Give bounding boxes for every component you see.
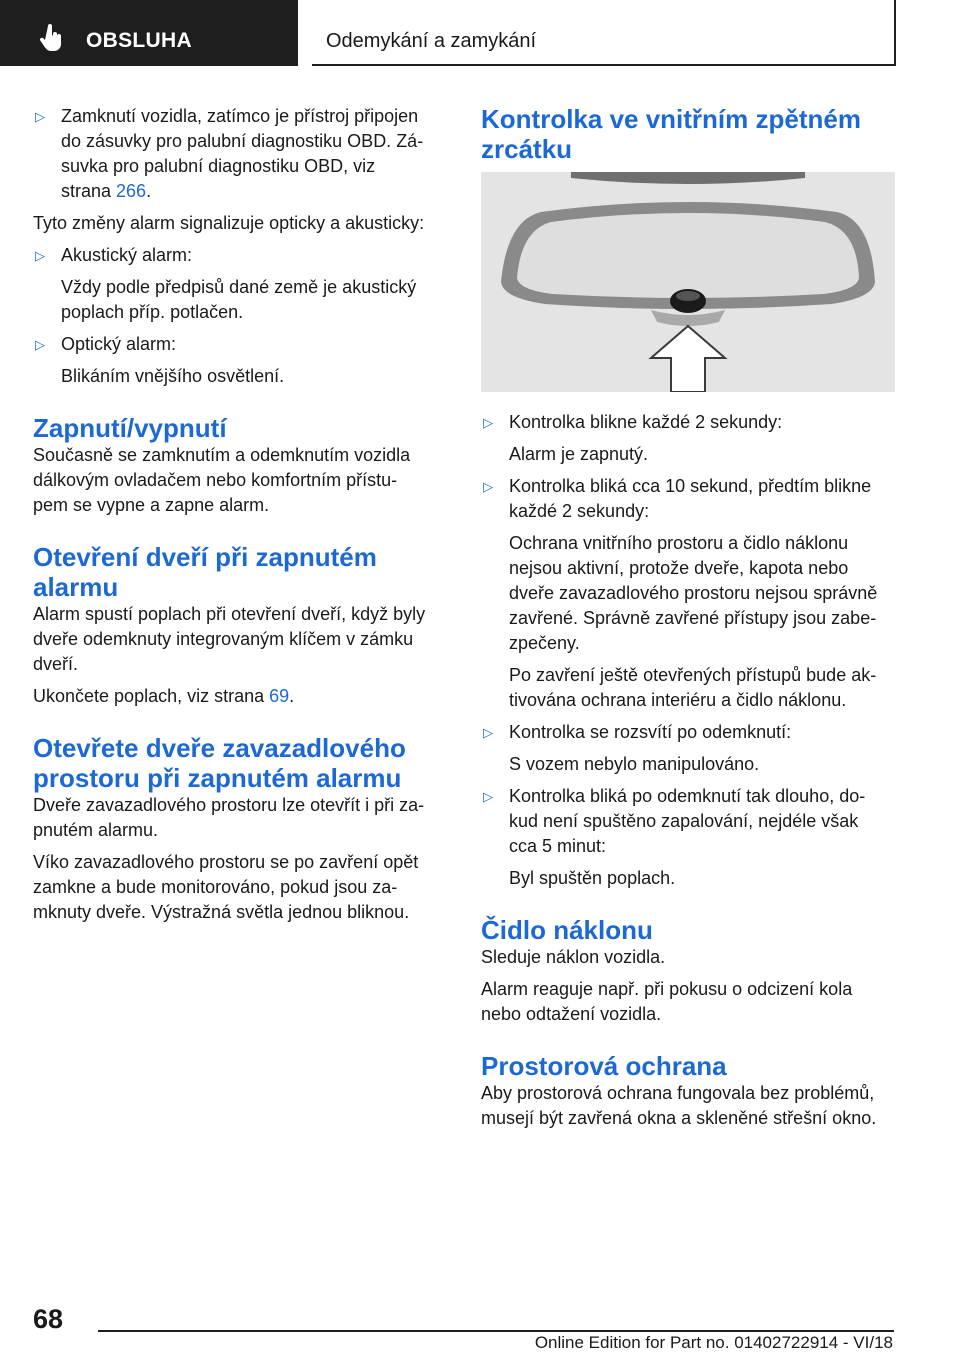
- list-item: ▷ Kontrolka se rozsvítí po odemknutí:: [481, 720, 895, 745]
- list-item: ▷ Zamknutí vozidla, zatímco je přístroj připojen do zásuvky pro palubní diagnostiku OBD. Zá‐ suvka pro palubní diagnostiku OBD, viz strana 266.: [35, 106, 424, 201]
- triangle-bullet-icon: ▷: [483, 725, 493, 740]
- heading-prostorova-ochrana: Prostorová ochrana: [481, 1051, 727, 1081]
- chapter-title: Odemykání a zamykání: [326, 30, 537, 52]
- list-item: ▷ Kontrolka bliká po odemknutí tak dlouho, do‐ kud není spuštěno zapalování, nejdéle však cca 5 minut:: [483, 786, 866, 856]
- triangle-bullet-icon: ▷: [35, 337, 45, 352]
- list-item-detail: Po zavření ještě otevřených přístupů bude ak‐ tivována ochrana interiéru a čidlo náklonu.: [509, 665, 877, 710]
- page-link-266[interactable]: 266: [116, 181, 147, 201]
- list-item: ▷ Optický alarm:: [33, 332, 445, 357]
- section-label: OBSLUHA: [86, 29, 192, 52]
- footer-rule: [98, 1330, 894, 1332]
- header-title-box: [312, 0, 896, 66]
- triangle-bullet-icon: ▷: [35, 248, 45, 263]
- heading-kontrolka: Kontrolka ve vnitřním zpětném zrcátku: [481, 104, 861, 164]
- triangle-bullet-icon: ▷: [483, 789, 493, 804]
- list-item-detail: Alarm je zapnutý.: [509, 444, 649, 464]
- page-number: 68: [33, 1304, 64, 1334]
- list-item-detail: Byl spuštěn poplach.: [509, 868, 676, 888]
- right-column: [481, 104, 895, 1138]
- header-section-tab: [0, 0, 298, 66]
- heading-otevrete-dvere: Otevřete dveře zavazadlového prostoru při zapnutém alarmu: [33, 733, 406, 793]
- paragraph: Ukončete poplach, viz strana 69.: [33, 686, 295, 706]
- list-item-detail: S vozem nebylo manipulováno.: [509, 754, 760, 774]
- paragraph: Dveře zavazadlového prostoru lze otevřít i při za‐ pnutém alarmu.: [33, 795, 425, 840]
- paragraph: Alarm spustí poplach při otevření dveří, když byly dveře odemknuty integrovaným klíčem v zámku dveří.: [33, 604, 426, 674]
- triangle-bullet-icon: ▷: [483, 479, 493, 494]
- heading-cidlo-naklonu: Čidlo náklonu: [481, 915, 653, 945]
- footer-edition: Online Edition for Part no. 01402722914 - VI/18: [534, 1333, 893, 1352]
- triangle-bullet-icon: ▷: [483, 415, 493, 430]
- left-column: [33, 104, 445, 932]
- list-item-detail: Vždy podle předpisů dané země je akustický poplach příp. potlačen.: [61, 277, 417, 322]
- paragraph: Tyto změny alarm signalizuje opticky a akusticky:: [33, 213, 425, 233]
- rearview-mirror-figure: [481, 172, 895, 392]
- heading-otevreni-dveri: Otevření dveří při zapnutém alarmu: [33, 542, 377, 602]
- list-item: ▷ Kontrolka bliká cca 10 sekund, předtím blikne každé 2 sekundy:: [483, 476, 872, 521]
- paragraph: Alarm reaguje např. při pokusu o odcizení kola nebo odtažení vozidla.: [481, 979, 853, 1024]
- paragraph: Současně se zamknutím a odemknutím vozidla dálkovým ovladačem nebo komfortním přístu‐ pem se vypne a zapne alarm.: [33, 445, 411, 515]
- paragraph: Víko zavazadlového prostoru se po zavření opět zamkne a bude monitorováno, pokud jsou za‐ mknuty dveře. Výstražná světla jednou bliknou.: [33, 852, 419, 922]
- touch-hand-icon: [40, 24, 64, 52]
- list-item-detail: Ochrana vnitřního prostoru a čidlo náklonu nejsou aktivní, protože dveře, kapota nebo dveře zavazadlového prostoru nejsou správně zavřené. Správně zavřené přístupy jsou zabe‐ zpečeny.: [509, 533, 878, 653]
- paragraph: Aby prostorová ochrana fungovala bez problémů, musejí být zavřená okna a skleněné střešní okno.: [481, 1083, 877, 1128]
- paragraph: Sleduje náklon vozidla.: [481, 947, 666, 967]
- heading-zapnuti: Zapnutí/vypnutí: [33, 413, 227, 443]
- triangle-bullet-icon: ▷: [35, 109, 45, 124]
- list-item-detail: Blikáním vnějšího osvětlení.: [61, 366, 285, 386]
- list-item: ▷ Kontrolka blikne každé 2 sekundy:: [481, 410, 895, 435]
- list-item: ▷ Akustický alarm:: [33, 243, 445, 268]
- page-link-69[interactable]: 69: [269, 686, 290, 706]
